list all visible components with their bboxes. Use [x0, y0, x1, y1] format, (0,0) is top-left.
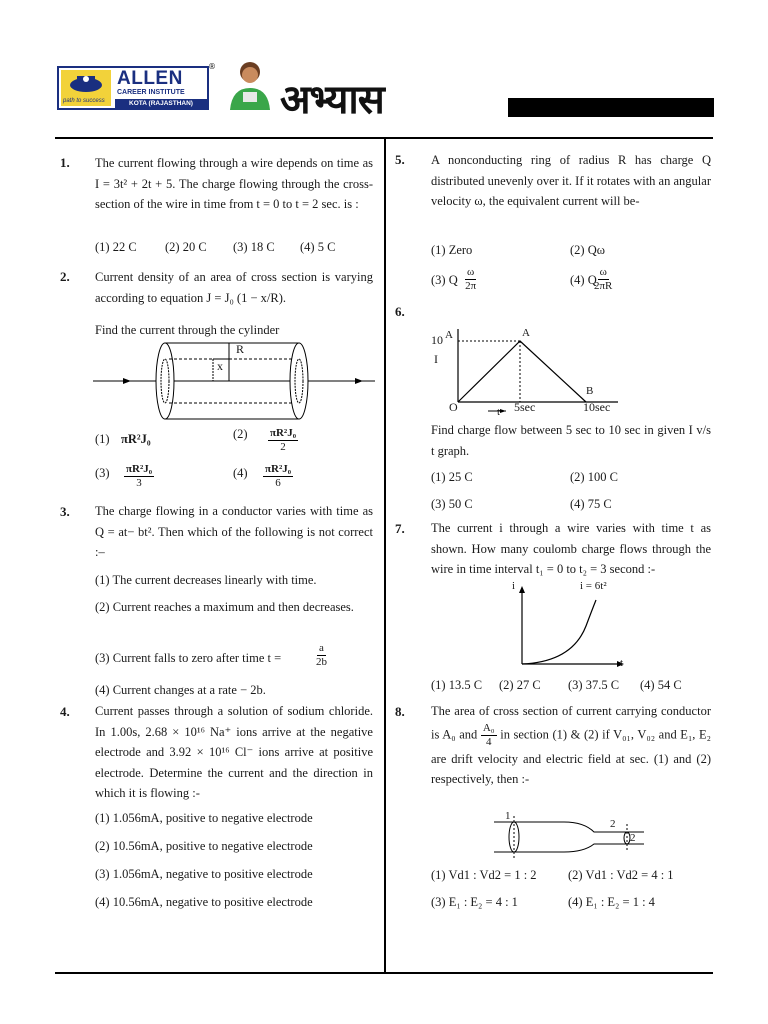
option: (2) 10.56mA, positive to negative electrode [95, 839, 313, 853]
question-text: Find charge flow between 5 sec to 10 sec in given I v/s t graph. [431, 423, 711, 458]
frac-den: 2b [316, 656, 327, 668]
option-label: (1) [95, 432, 110, 446]
option-frac [594, 266, 612, 293]
option: (4) 5 C [300, 240, 336, 254]
frac-den: 3 [136, 477, 142, 489]
graph-label: 5sec [514, 400, 536, 414]
label-x: x [217, 359, 223, 373]
graph-label: B [586, 385, 594, 397]
graph-label: i [512, 580, 516, 592]
frac-num: a [319, 642, 324, 654]
option: (4) Q [570, 273, 597, 287]
option-label: (4) [233, 466, 248, 480]
option-frac [316, 642, 327, 669]
option: (4) Current changes at a rate − 2b. [95, 683, 266, 697]
option: (2) Vd1 : Vd2 = 4 : 1 [568, 868, 674, 882]
diagram-label: 2 [610, 818, 616, 830]
option-frac [124, 463, 164, 490]
question-text: The current i through a wire varies with time t as shown. How many coulomb charge flows through the wire in time interval t₁ = 0 to t₂ = 3 second :- [431, 521, 711, 576]
brand-city: KOTA (RAJASTHAN) [115, 99, 207, 108]
question-number: 2. [60, 269, 70, 284]
option-frac [263, 427, 303, 454]
frac-num: ω [599, 266, 607, 278]
frac-den: 6 [275, 477, 281, 489]
option: (3) Q [431, 273, 458, 287]
brand-name: ALLEN [117, 68, 183, 89]
graph-label: A [445, 329, 453, 341]
option: (3) 37.5 C [568, 678, 620, 692]
frac-den: 2π [465, 280, 477, 292]
question-number: 4. [60, 704, 70, 719]
option: (2) 20 C [165, 240, 207, 254]
frac-num: πR²J₀ [126, 463, 153, 475]
question-text-a: The area of cross section of current carrying conductor is A₀ and [431, 704, 711, 741]
option: (1) Vd1 : Vd2 = 1 : 2 [431, 868, 537, 882]
option: (4) 54 C [640, 678, 682, 692]
option: (3) E₁ : E₂ = 4 : 1 [431, 895, 518, 909]
option-label: (3) [95, 466, 110, 480]
question-text: The charge flowing in a conductor varies with time as Q = at− bt². Then which of the following is not correct :– [95, 504, 373, 559]
question-subtext: Find the current through the cylinder [95, 323, 280, 337]
bottom-rule [55, 972, 713, 974]
diagram-label: 2 [630, 832, 636, 844]
conductor-diagram [494, 814, 644, 860]
column-divider [384, 137, 386, 973]
option: (3) 18 C [233, 240, 275, 254]
option: (3) 50 C [431, 497, 473, 511]
registered-mark: ® [208, 62, 216, 71]
frac-den: 2 [280, 441, 286, 453]
option-label: (2) [233, 427, 248, 441]
frac-num: πR²J₀ [265, 463, 292, 475]
allen-logo [57, 66, 209, 110]
question-number: 3. [60, 504, 70, 519]
option: (2) 100 C [570, 470, 618, 484]
question-text [431, 701, 711, 790]
frac-num: ω [467, 266, 475, 278]
question-text-b: in section (1) & (2) if V₀₁, V₀₂ and E₁, E₂ are drift velocity and electric field at sec. (1) and (2) respectively, then :- [431, 726, 712, 786]
option: (1) 22 C [95, 240, 137, 254]
option: (1) 1.056mA, positive to negative electrode [95, 811, 313, 825]
option: (4) 75 C [570, 497, 612, 511]
label-R: R [236, 342, 245, 356]
option: (1) 13.5 C [431, 678, 483, 692]
header-bar [508, 98, 714, 117]
teacher-photo [224, 58, 276, 110]
question-text: Current density of an area of cross section is varying according to equation J = J₀ (1 − x/R). [95, 270, 373, 305]
frac-den: 4 [485, 735, 492, 748]
graph-label: t [620, 657, 624, 669]
question-text: A nonconducting ring of radius R has charge Q distributed unevenly over it. If it rotates with an angular velocity ω, the equivalent current will be- [431, 153, 711, 208]
graph-label: 10 [431, 333, 443, 347]
option: (1) The current decreases linearly with time. [95, 573, 317, 587]
brand-institute: CAREER INSTITUTE [117, 89, 185, 96]
option: (3) 1.056mA, negative to positive electrode [95, 867, 313, 881]
option: (3) Current falls to zero after time t = [95, 651, 282, 665]
question-number: 6. [395, 304, 405, 319]
option: (2) Qω [570, 243, 605, 257]
graph-label: 10sec [583, 400, 611, 414]
graph-label: t [497, 406, 501, 418]
page-title: अभ्यास [280, 77, 384, 123]
question-text: Current passes through a solution of sodium chloride. In 1.00s, 2.68 × 10¹⁶ Na⁺ ions arrive at the negative electrode and 3.92 × 10¹⁶ Cl⁻ ions arrive at positive electrode. Determine the current and the direction in which it is flowing :- [95, 704, 373, 800]
brand-tagline: path to success [63, 98, 105, 104]
option: (2) Current reaches a maximum and then decreases. [95, 600, 354, 614]
graph-label: I [434, 352, 438, 366]
option-frac [465, 266, 476, 293]
current-square-graph [512, 586, 632, 670]
option-frac [263, 463, 303, 490]
frac-num: A₀ [482, 721, 495, 734]
option: (4) 10.56mA, negative to positive electrode [95, 895, 313, 909]
question-number: 8. [395, 704, 405, 719]
option-value: πR²J₀ [121, 432, 151, 446]
option: (1) 25 C [431, 470, 473, 484]
frac-den: 2πR [594, 280, 613, 292]
option: (2) 27 C [499, 678, 541, 692]
frac-num: πR²J₀ [269, 427, 297, 439]
graph-label: A [522, 327, 530, 339]
question-number: 1. [60, 155, 70, 170]
option: (4) E₁ : E₂ = 1 : 4 [568, 895, 655, 909]
option: (1) Zero [431, 243, 473, 257]
graph-label: i = 6t² [580, 580, 607, 592]
question-text: The current flowing through a wire depends on time as I = 3t² + 2t + 5. The charge flowing through the cross-section of the wire in time from t = 0 to t = 2 sec. is : [95, 156, 373, 211]
question-number: 5. [395, 152, 405, 167]
cylinder-diagram [93, 336, 375, 426]
question-number: 7. [395, 521, 405, 536]
diagram-label: 1 [505, 810, 511, 822]
graph-label: O [449, 400, 458, 414]
